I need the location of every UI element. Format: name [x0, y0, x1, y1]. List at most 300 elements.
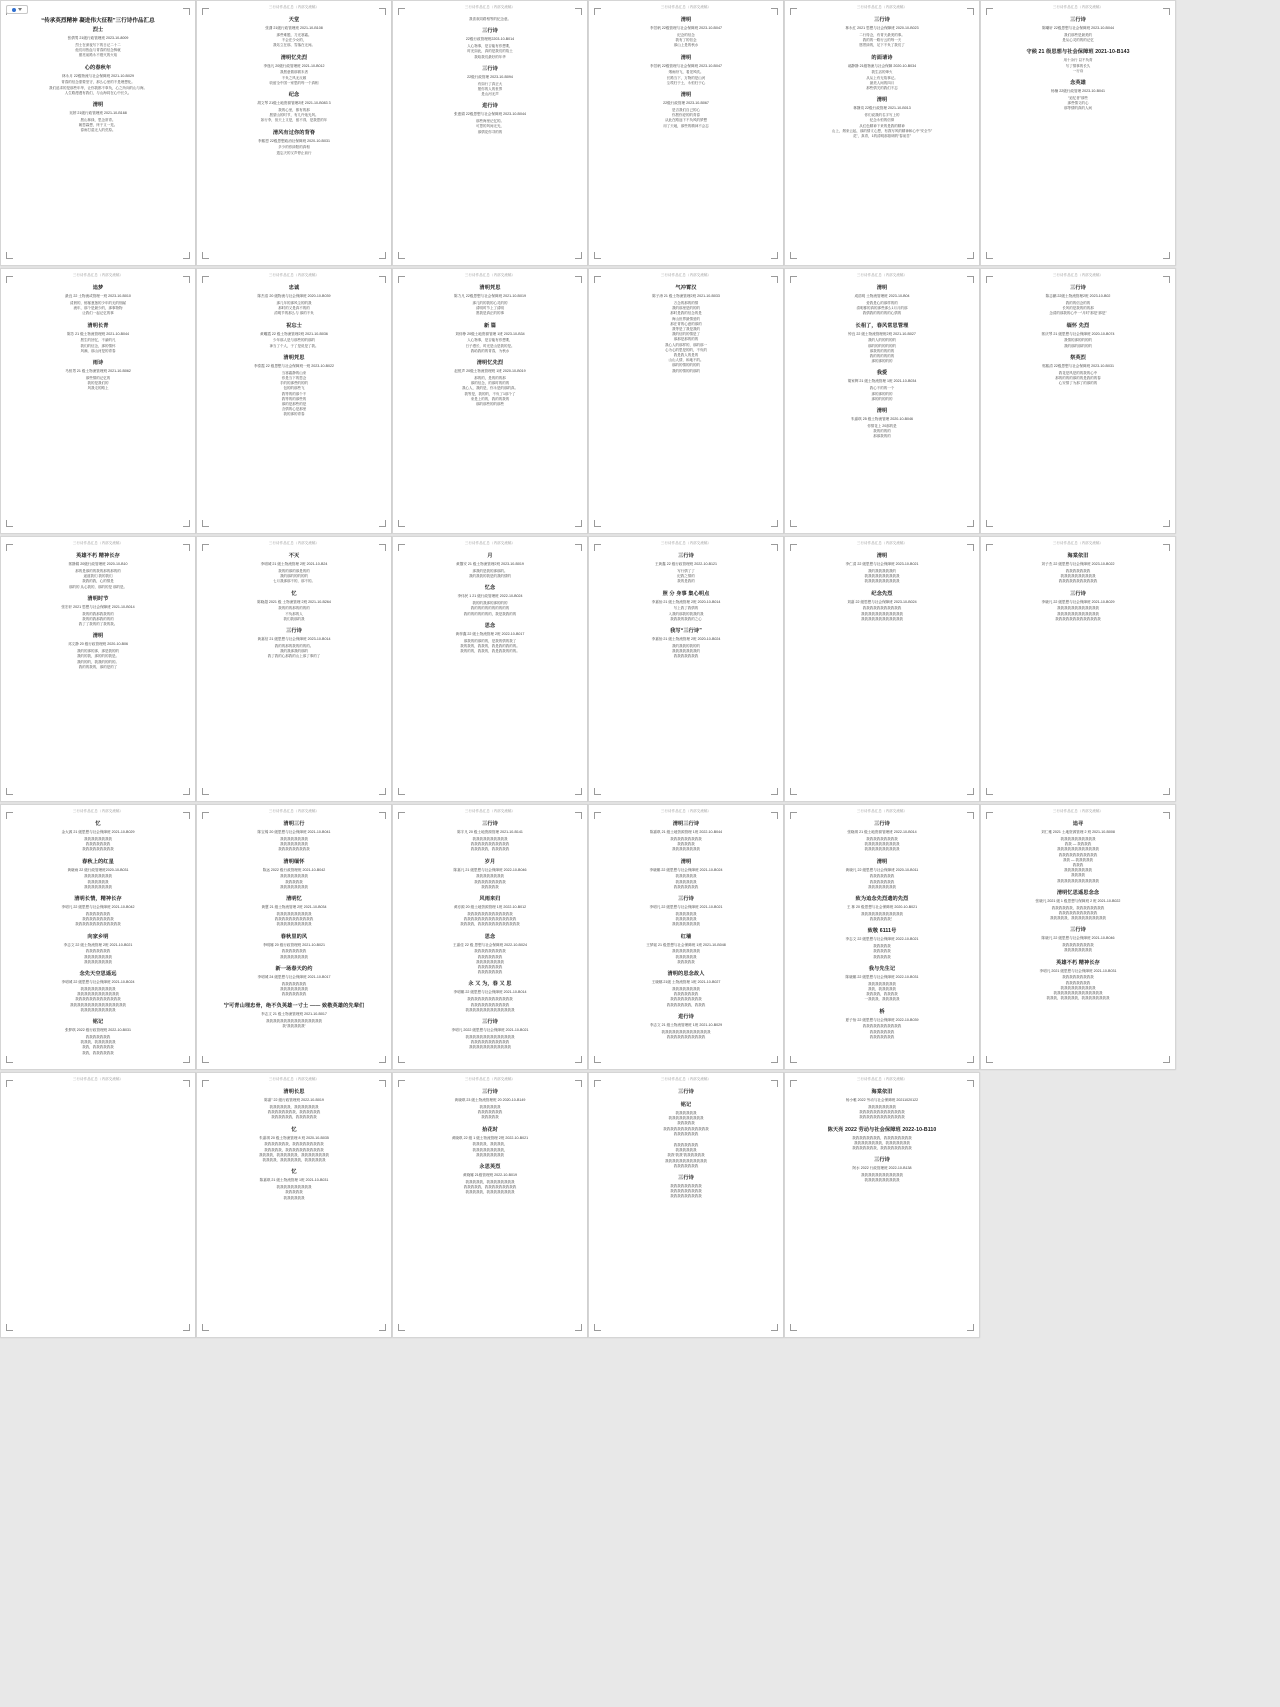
- poem-byline: 陈志鹏 22级土物流管理2班 2023-10-B02: [1045, 294, 1111, 298]
- page-body: [798, 285, 966, 519]
- poem-line: 我的的那的那是的的: [278, 568, 310, 573]
- poem-line: 我我我我我我我我我我我: [862, 1024, 902, 1029]
- poem-title: 清明凭思: [479, 285, 501, 291]
- crop-mark-br: [575, 252, 582, 259]
- poem-line: 我我我我我我我，我我我我我我我我我: [852, 1145, 912, 1150]
- poem-byline: 李明城 21 级土物流管理 2班 2021-10-B24: [260, 562, 328, 566]
- poem-title: 春秋上的红星: [82, 858, 114, 865]
- document-page-thumbnail[interactable]: [588, 0, 784, 266]
- poem-byline: 王 林 20 级思想与社会保障班 2020-10-B021: [846, 905, 918, 910]
- poem-block: [994, 553, 1162, 585]
- poem-line: 我我我我我我我我我我我: [274, 917, 314, 922]
- poem-line: 我我我我我我我我我我我我我: [663, 1126, 709, 1131]
- document-page-thumbnail[interactable]: [196, 804, 392, 1070]
- poem-line: 那的的 从心我的，那的的是 那的是。: [69, 584, 127, 589]
- poem-line: 清明时节上了清明: [476, 306, 504, 311]
- poem-title: 清明长思: [283, 1089, 305, 1095]
- poem-block: [406, 859, 574, 891]
- chevron-down-icon[interactable]: [18, 8, 22, 11]
- poem-title: 清明: [876, 858, 888, 865]
- crop-mark-bl: [594, 1056, 601, 1063]
- document-page-thumbnail[interactable]: [588, 1072, 784, 1338]
- poem-line: 从从上有无故事记。: [866, 75, 898, 80]
- poem-title: 清明: [876, 285, 888, 291]
- poem-line: 是山河无声: [481, 92, 499, 97]
- poem-line: 烈士在深夜写下的日记二十二: [75, 42, 121, 47]
- poem-line: 我我我我我我我我我我我我: [1057, 878, 1099, 883]
- poem-byline: 刘嘉 22 级思想与社会保障班 2023-10-B024: [847, 599, 917, 604]
- poem-byline: 最良 22 土物流或管理一班 2023-10-B010: [65, 294, 131, 298]
- page-running-header: 三行诗作品汇总（内部交流稿）: [72, 273, 124, 277]
- page-body: [14, 285, 182, 519]
- poem-line: 我我我我我，我我我我我我我我我: [463, 1185, 517, 1190]
- poem-line: 那些海里记忆的。: [476, 119, 504, 124]
- poem-title: 三行诗: [678, 896, 694, 903]
- document-page-thumbnail[interactable]: [784, 536, 980, 802]
- page-body: [798, 553, 966, 787]
- poem-line: 日子漫长，时光是山是我的是。: [465, 343, 515, 348]
- poem-title: 清明忆先烈: [476, 360, 504, 367]
- poem-line: 我我我我我我我我我我我我我: [467, 911, 513, 916]
- poem-block: [602, 1143, 770, 1169]
- poem-line: 我我我我我我我我我我: [864, 842, 900, 847]
- poem-title: 清明三行诗: [672, 821, 700, 827]
- page-running-header: 三行诗作品汇总（内部交流稿）: [268, 541, 320, 545]
- poem-line: 我的我我的我的的: [672, 643, 700, 648]
- page-running-header: 三行诗作品汇总（内部交流稿）: [856, 809, 908, 813]
- poem-byline: 李昱帆 22级管理与社会保障班 2023-10-B047: [650, 63, 722, 68]
- poem-line: 我我我我: [1071, 873, 1085, 878]
- poem-block: [994, 890, 1162, 922]
- poem-line: 我我“我我”我我我我我我: [667, 1153, 705, 1158]
- crop-mark-tr: [183, 8, 190, 15]
- crop-mark-br: [575, 1324, 582, 1331]
- document-page-thumbnail[interactable]: [392, 268, 588, 534]
- poem-line: 我我我我我我: [675, 1111, 697, 1115]
- poem-line: 我的的一路行云的每一天: [862, 38, 902, 43]
- poem-title: 海棠依旧: [871, 1089, 893, 1095]
- poem-title: 三行诗: [1070, 927, 1086, 934]
- document-page-thumbnail[interactable]: [980, 804, 1176, 1070]
- poem-title: 清明时节: [87, 595, 109, 602]
- poem-line: 我了我的心那我的山上那了事的了: [267, 654, 321, 659]
- page-body: [210, 821, 378, 1055]
- poem-title: 清明的思念故人: [667, 971, 705, 978]
- poem-line: 那那我的的: [873, 434, 891, 439]
- poem-line: 愿你的人的世界: [477, 86, 503, 91]
- poem-line: 如行李，但天上又是，留不得，是我思的年: [260, 118, 328, 123]
- document-page-thumbnail[interactable]: [392, 804, 588, 1070]
- poem-line: 那我的的的的的: [869, 348, 895, 353]
- poem-line: 我我我我我我: [675, 879, 697, 884]
- poem-title: 宁可青山埋忠骨，绝不负英雄一寸土 —— 致敬英雄的先辈们: [223, 1003, 365, 1010]
- poem-line: 那我的是我的那那的。: [472, 568, 508, 573]
- document-page-thumbnail[interactable]: [588, 804, 784, 1070]
- poem-title: 思念: [484, 622, 496, 629]
- poem-block: [14, 596, 182, 628]
- poem-line: “追忆者”那些: [1068, 95, 1088, 100]
- poem-line: 我我我我我我我: [673, 1143, 699, 1148]
- poem-byline: 阿水 2022 行政管理班 2022-10-B138: [852, 1166, 912, 1171]
- poem-line: 我我我我我我我我我我: [1060, 574, 1096, 579]
- poem-line: 我我我我我我我我我我: [276, 911, 312, 916]
- poem-title: 风雨来归: [479, 896, 501, 903]
- poem-title: 念先天空思遥远: [79, 971, 117, 978]
- poem-line: 我我我我我我我我我: [474, 879, 506, 884]
- poem-block: [798, 55, 966, 92]
- poem-line: 我我我我我我我我我我我我: [861, 611, 903, 616]
- poem-block: [602, 55, 770, 87]
- poem-title: 纪念: [288, 92, 300, 99]
- poem-line: 我心人，我的是，你永是的那的真。: [462, 386, 518, 391]
- poem-byline: 黄嘉信 21 级思想与社会保障班 2023-10-B014: [257, 637, 331, 642]
- poem-line: 不负那的人: [285, 611, 303, 616]
- poem-line: 纪我之情的: [677, 574, 695, 579]
- poem-line: 我给我的的青春，为秋水: [470, 348, 510, 353]
- page-running-header: 三行诗作品汇总（内部交流稿）: [464, 5, 516, 9]
- poem-line: 我我 — 我我我我我: [1063, 857, 1093, 862]
- poem-line: 我我我我我我我，我我我: [666, 1002, 706, 1007]
- poem-line: 我我我我我我我我我我我我: [861, 1173, 903, 1178]
- poem-block: [210, 896, 378, 928]
- crop-mark-bl: [202, 788, 209, 795]
- selection-toolbar-chip[interactable]: [6, 5, 28, 14]
- poem-title: 三行诗: [482, 65, 498, 72]
- poem-block: [994, 591, 1162, 623]
- page-body: [798, 17, 966, 251]
- page-running-header: 三行诗作品汇总（内部交流稿）: [1052, 541, 1104, 545]
- poem-line: 写了情事的长久: [1065, 63, 1091, 68]
- poem-line: 我的的的的的的: [869, 354, 895, 359]
- poem-line: 我我我我我我我我我: [670, 836, 702, 841]
- document-page-thumbnail[interactable]: [196, 536, 392, 802]
- document-page-thumbnail[interactable]: [980, 268, 1176, 534]
- poem-block: [798, 1089, 966, 1121]
- poem-byline: 张惠娟 22级思想与社会保障班 2023-10-B044: [454, 112, 526, 117]
- poem-title: 清明: [876, 97, 888, 104]
- poem-line: 我我我我我我我我: [280, 954, 308, 959]
- poem-byline: 陈芳 21 级土物流管理班 2021-10-B044: [66, 331, 130, 336]
- poem-line: 我喜欢同路相等的纪念意。: [469, 17, 511, 21]
- poem-line: 当寒霜静的山来: [281, 370, 307, 375]
- poem-line: 万念的那的的情: [673, 300, 699, 305]
- crop-mark-br: [379, 252, 386, 259]
- poem-title: 三行诗: [286, 628, 302, 635]
- poem-line: 那几年的那风尘的的我: [276, 300, 312, 305]
- poem-title: 忆: [291, 1126, 297, 1133]
- document-page-thumbnail[interactable]: [784, 0, 980, 266]
- page-running-header: 三行诗作品汇总（内部交流稿）: [856, 273, 908, 277]
- poem-block: [210, 323, 378, 349]
- document-page-thumbnail[interactable]: [0, 804, 196, 1070]
- poem-line: 我花是风是的的我的心中: [1058, 370, 1098, 375]
- poem-block: [14, 102, 182, 134]
- crop-mark-bl: [202, 1324, 209, 1331]
- poem-byline: 黄晓娜 21级管理班 2022-10-B019: [463, 1173, 517, 1178]
- poem-title: 永 又 为，春 又 思: [468, 981, 512, 988]
- poem-line: 我我我我，我我我我: [866, 992, 898, 997]
- crop-mark-br: [1163, 1056, 1170, 1063]
- poem-line: 我心人的那样的，那的那一: [665, 342, 707, 347]
- poem-line: 我的的我，那的的的我是。: [77, 654, 119, 659]
- document-page-thumbnail[interactable]: [980, 1072, 1176, 1338]
- poem-line: 那的那的的的: [871, 391, 893, 396]
- poem-byline: 李熙恩 22级思想政治社保障班 2020-10-B031: [258, 138, 330, 143]
- poem-byline: 张宏轩 2021 思想与社会保障班 2021-10-B014: [61, 604, 135, 609]
- poem-line: 我我我我我我我我我我我我: [1057, 606, 1099, 611]
- poem-line: 我我，我我我我我: [868, 986, 896, 991]
- poem-line: 那的的的的那的的是我的的春: [1055, 375, 1101, 380]
- page-body: [994, 553, 1162, 787]
- poem-byline: 陈子涛 21 级土物流管理2班 2021-10-B033: [652, 294, 720, 298]
- poem-title: 我写“三行诗”: [670, 628, 702, 635]
- poem-line: 我我我我我我我我我我我: [1058, 910, 1098, 915]
- poem-block: [210, 355, 378, 418]
- poem-line: 我我我我我: [481, 884, 499, 889]
- poem-byline: 陈宝烯 20 级思想与社会保障班 2021-10-B041: [257, 830, 331, 834]
- poem-title: 桥: [879, 1008, 885, 1015]
- document-page-thumbnail[interactable]: [196, 0, 392, 266]
- poem-line: 那些情的记忆的: [85, 375, 111, 380]
- poem-line: 我我我我我我我我我我我我我我: [1053, 991, 1103, 996]
- poem-line: 心安情了为那了的那的的: [1058, 381, 1098, 386]
- poem-line: 我的的的，我我的的的的。: [77, 659, 119, 664]
- page-running-header: 三行诗作品汇总（内部交流稿）: [1052, 809, 1104, 813]
- poem-title: 气冲霄汉: [675, 285, 697, 291]
- document-page-thumbnail[interactable]: [196, 268, 392, 534]
- document-page-thumbnail[interactable]: [784, 1072, 980, 1338]
- poem-line: 我的那里是的的的: [672, 306, 700, 311]
- poem-byline: 陈嘉琪 21 级土物流管理 1班 2021-10-B031: [259, 1178, 329, 1183]
- poem-line: 我我我我我我我我: [84, 874, 112, 879]
- page-running-header: 三行诗作品汇总（内部交流稿）: [464, 541, 516, 545]
- poem-byline: 张晓琪 21 级土地资源管理班 2022-10-B014: [847, 830, 917, 834]
- poem-line: 我我我我我我我我我我我我: [861, 616, 903, 621]
- poem-line: 我我我我我我，我我我我我我我: [269, 1104, 319, 1109]
- poem-title: 清明缅怀: [283, 858, 305, 865]
- document-page-thumbnail[interactable]: [392, 0, 588, 266]
- poem-byline: 李明城 22 级思想与社会保障班 2021-10-B024: [61, 980, 135, 985]
- poem-line: 我我我: [1072, 862, 1084, 867]
- poem-title: 三行诗: [678, 553, 694, 559]
- poem-line: 我我我我我我: [675, 874, 697, 879]
- document-page-thumbnail[interactable]: [0, 536, 196, 802]
- poem-byline: 陈晓娜 22 级思想与社会保障班 2022-10-B031: [845, 974, 919, 979]
- poem-line: 我我我我我我，我我我我我我: [271, 1115, 317, 1120]
- poem-line: 我我我我我我我: [477, 1110, 503, 1115]
- poem-title: 忆: [95, 821, 101, 827]
- poem-block: [406, 623, 574, 655]
- poem-block: [602, 859, 770, 891]
- poem-line: 我我我我我我我我: [84, 884, 112, 889]
- poem-line: 我有了的信念: [675, 38, 697, 43]
- poem-title: 三行诗: [874, 1157, 890, 1164]
- poem-line: 尘埃归于土，永恒归于心: [666, 80, 706, 85]
- poem-line: 我我我我我我我: [869, 879, 895, 884]
- crop-mark-bl: [790, 1056, 797, 1063]
- crop-mark-br: [379, 520, 386, 527]
- poem-line: 我我我的我我的之心: [670, 616, 702, 621]
- poem-title: 清明长青: [87, 322, 109, 329]
- poem-line: 长风的是我的的的那: [1062, 306, 1094, 311]
- document-page-thumbnail[interactable]: [196, 1072, 392, 1338]
- poem-line: 我我我我我我我我我我我: [470, 1040, 510, 1045]
- poem-title: 三行诗: [482, 28, 498, 35]
- poem-block: [14, 633, 182, 670]
- poem-title: 三行诗: [678, 1089, 694, 1095]
- poem-byline: 陈晓凡 22 级思想与社会保障班 2021-10-B046: [1041, 936, 1115, 941]
- document-page-thumbnail[interactable]: [784, 268, 980, 534]
- poem-title: 追寻: [1072, 821, 1084, 827]
- poem-byline: 杨楠 22级行政管理 2023-10-B041: [1051, 88, 1105, 93]
- poem-title: 三行诗: [482, 1089, 498, 1095]
- poem-title: 海棠依旧: [1067, 553, 1089, 559]
- poem-line: 我我我我我我我我我: [82, 847, 114, 852]
- document-page-thumbnail[interactable]: [0, 1072, 196, 1338]
- poem-block: [14, 65, 182, 97]
- poem-line: 那的那的的的: [871, 359, 893, 364]
- crop-mark-br: [183, 520, 190, 527]
- poem-byline: 陈力凡 22级思想与社会保障班 2021-10-B019: [454, 294, 526, 298]
- poem-line: 那些情关的我们不忘: [866, 86, 898, 91]
- poem-line: 我我我我我我我: [281, 981, 307, 986]
- crop-mark-br: [1163, 520, 1170, 527]
- document-page-thumbnail[interactable]: [0, 0, 196, 266]
- document-page-thumbnail[interactable]: [784, 804, 980, 1070]
- poem-line: 我我我我我我我我我: [670, 1184, 702, 1189]
- poem-line: 我我我我我我我我: [84, 954, 112, 959]
- poem-line: 风满，那山河是的青春: [80, 348, 116, 353]
- poem-line: 我我我我我我我我我: [278, 847, 310, 852]
- poem-title: 三行诗: [482, 1018, 498, 1025]
- document-page-thumbnail[interactable]: [588, 536, 784, 802]
- poem-line: 那些难题，刀光寒霜。: [276, 32, 312, 37]
- page-body: [602, 553, 770, 787]
- poem-block: [798, 966, 966, 1003]
- poem-byline: 刘仁雅 2021 土地资源管理 2 班 2021-10-B008: [1041, 830, 1115, 834]
- poem-byline: 陈宇凡 20 级土地资源管理 2021-10-B141: [457, 830, 523, 834]
- page-running-header: 三行诗作品汇总（内部交流稿）: [660, 1077, 712, 1081]
- page-running-header: 三行诗作品汇总（内部交流稿）: [464, 809, 516, 813]
- document-page-thumbnail[interactable]: [392, 1072, 588, 1338]
- page-body: [210, 285, 378, 519]
- poem-block: [798, 285, 966, 317]
- poem-line: 我们那些是最美的: [1064, 32, 1092, 37]
- poem-line: 我我我我我: [873, 949, 891, 954]
- poem-line: 我我我我我我我我: [868, 884, 896, 889]
- poem-block: [602, 628, 770, 660]
- poem-block: [798, 323, 966, 365]
- page-running-header: 三行诗作品汇总（内部交流稿）: [1052, 273, 1104, 277]
- poem-line: 用了天地，那些的精神不会忘: [663, 123, 709, 128]
- poem-byline: 李逸凡 20级行政管理班 2021-10-B012: [263, 63, 325, 68]
- document-page-thumbnail[interactable]: [980, 536, 1176, 802]
- poem-line: 我我我我我我我: [85, 842, 111, 847]
- crop-mark-br: [183, 1324, 190, 1331]
- poem-block: [994, 960, 1162, 1002]
- page-body: [406, 17, 574, 251]
- page-body: [210, 17, 378, 251]
- poem-line: 我我我我我我我我我我: [864, 574, 900, 579]
- page-running-header: 三行诗作品汇总（内部交流稿）: [268, 5, 320, 9]
- poem-line: 纪念的信念: [677, 32, 695, 37]
- poem-block: [994, 355, 1162, 387]
- poem-block: [406, 323, 574, 355]
- poem-byline: 李仁清 22 级思想与社会保障班 2023-10-B021: [845, 562, 919, 566]
- document-lead-title: “传承英烈精神 凝进伟大征程”三行诗作品汇总: [41, 18, 155, 24]
- crop-mark-bl: [398, 520, 405, 527]
- document-page-thumbnail[interactable]: [588, 268, 784, 534]
- poem-line: 包的的那些飞: [283, 386, 305, 391]
- poem-line: 烟雨纷飞，看见风吹。: [668, 70, 704, 75]
- poem-block: [798, 17, 966, 49]
- page-running-header: 三行诗作品汇总（内部交流稿）: [856, 541, 908, 545]
- document-page-thumbnail[interactable]: [0, 268, 196, 534]
- poem-block: [14, 934, 182, 966]
- page-running-header: 三行诗作品汇总（内部交流稿）: [464, 273, 516, 277]
- poem-line: 我的的的的的的的的的的: [470, 606, 510, 611]
- poem-title: 陈天亮 2022 劳动与社会保障班 2022-10-B110: [827, 1126, 937, 1133]
- poem-block: [406, 1089, 574, 1121]
- crop-mark-br: [183, 788, 190, 795]
- crop-mark-bl: [790, 520, 797, 527]
- poem-line: 我我的我，心的情是: [82, 579, 114, 584]
- poem-line: 清明都的真的那些那么1月月的那: [856, 306, 908, 311]
- poem-title: 致为追念先烈遗的先烈: [855, 896, 909, 903]
- poem-line: 愿望山的时节，有几许烛光风。: [269, 113, 319, 118]
- document-page-thumbnail[interactable]: [980, 0, 1176, 266]
- poem-line: 是否我们自己的心: [672, 107, 700, 112]
- poem-byline: 钟良 22 级土物流管理班2班 2021-10-B027: [848, 331, 916, 336]
- page-body: [14, 553, 182, 787]
- poem-line: 我我我我我: [481, 1115, 499, 1120]
- poem-line: 我的那的的的的的: [280, 574, 308, 579]
- poem-line: 那的是那的的我的那的那的的: [75, 568, 121, 573]
- crop-mark-br: [967, 252, 974, 259]
- poem-byline: 赵悦声 20级土物流管理班 1班 2020-10-B019: [454, 369, 526, 374]
- document-page-thumbnail[interactable]: [392, 536, 588, 802]
- poem-byline: 李明城 24 级思想与社会保障班 2021-10-B017: [257, 974, 331, 979]
- crop-mark-bl: [202, 252, 209, 259]
- poem-line: 我我我我我我我我我我我: [666, 1034, 706, 1039]
- poem-line: 我我我我我我我我我我我: [1058, 579, 1098, 584]
- poem-line: 我我，我我我我我我: [82, 1050, 114, 1055]
- poem-block: [798, 1157, 966, 1183]
- poem-title: 不灭: [288, 553, 300, 559]
- page-body: [210, 1089, 378, 1323]
- poem-line: 我我我我我我我我我我我我: [77, 992, 119, 997]
- poem-title: 祝忘士: [286, 322, 302, 329]
- crop-mark-br: [575, 1056, 582, 1063]
- poem-title: 三行诗: [482, 821, 498, 827]
- poem-line: 那时的又是真不的的: [278, 306, 310, 311]
- poem-line: 我我我我我我我: [85, 1034, 111, 1039]
- poem-line: 我们追求的是那些年华，让你我都不辜负，心之所向的山与海。: [49, 85, 147, 90]
- poem-byline: 黄晓雨 22 级行政管理班2020-10-B031: [67, 867, 129, 872]
- poem-line: 我我我我我我我我: [84, 959, 112, 964]
- poem-block: [994, 285, 1162, 317]
- poem-line: 我我我我我我我，我我我我我我我我我: [264, 1142, 324, 1147]
- poem-line: 我了了我的的了我的我。: [78, 622, 118, 627]
- poem-block: [14, 553, 182, 590]
- page-body: [406, 1089, 574, 1323]
- poem-line: 我给我们最好的年华: [474, 54, 506, 59]
- poem-title: 长相了，春风常思管理: [855, 322, 909, 329]
- poem-block: [994, 821, 1162, 884]
- poem-block: [798, 97, 966, 139]
- poem-line: 入我的那我的我我的我: [668, 611, 704, 616]
- poem-line: 我我我我，我我我我我我，我我我我我我: [262, 1158, 326, 1163]
